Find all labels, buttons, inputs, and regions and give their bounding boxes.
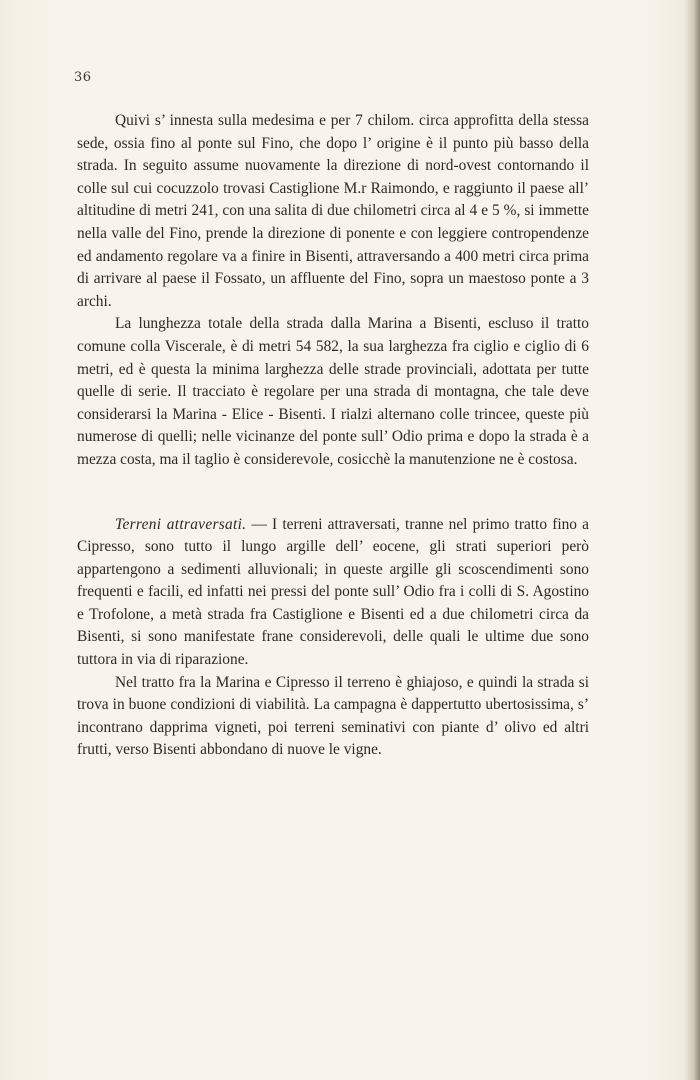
page-spine-shadow [684,0,700,1080]
paragraph-road-length: La lunghezza totale della strada dalla Marina a Bisenti, escluso il tratto comune colla Viscerale, è di metri 54 582, la sua larghezza fra ciglio e ciglio di 6 metri, ed è questa la minima larghezza delle strade provinciali, adottata per tutte quelle di serie. Il tracciato è regolare per una strada di montagna, che tale deve considerarsi la Marina - Elice - Bisenti. I rialzi alternano colle trincee, queste più numerose di quelli; nelle vicinanze del ponte sull’ Odio prima e dopo la strada è a mezza costa, ma il taglio è considerevole, cosicchè la manutenzione ne è costosa. [77,315,589,468]
section-spacer [77,472,589,514]
section-lead-text: — I terreni attraversati, tranne nel primo tratto fino a Cipresso, sono tutto il lungo argille dell’ eocene, gli strati superiori però appartengono a sedimenti alluvionali; in queste argille gli scoscendimenti sono frequenti e facili, ed infatti nei pressi del ponte sull’ Odio fra i colli di S. Agostino e Trofolone, a metà strada fra Castiglione e Bisenti ed a due chilometri circa da Bisenti, si sono manifestate frane considerevoli, delle quali le ultime due sono tuttora in via di riparazione. [77,515,589,669]
body-text [77,110,589,762]
paragraph-route-description: Quivi s’ innesta sulla medesima e per 7 chilom. circa approfitta della stessa sede, ossia fino al ponte sul Fino, che dopo l’ origine è il punto più basso della strada. In seguito assume nuovamente la direzione di nord-ovest contornando il colle sul cui cocuzzolo trovasi Castiglione M.r Raimondo, e raggiunto il paese all’ altitudine di metri 241, con una salita di due chilometri circa al 4 e 5 %, si immette nella valle del Fino, prende la direzione di ponente e con leggiere contropendenze ed andamento regolare va a finire in Bisenti, attraversando a 400 metri circa prima di arrivare al paese il Fossato, un affluente del Fino, sopra un maestoso ponte a 3 archi. [77,112,589,310]
paragraph-countryside: Nel tratto fra la Marina e Cipresso il terreno è ghiajoso, e quindi la strada si trova in buone condizioni di viabilità. La campagna è dappertutto ubertosissima, s’ incontrano dapprima vigneti, poi terreni seminativi con piante d’ olivo ed altri frutti, verso Bisenti abbondano di nuove le vigne. [77,673,589,759]
section-heading-terreni: Terreni attraversati. [115,515,247,533]
paragraph-terrain [77,514,589,672]
page-number: 36 [74,70,92,85]
